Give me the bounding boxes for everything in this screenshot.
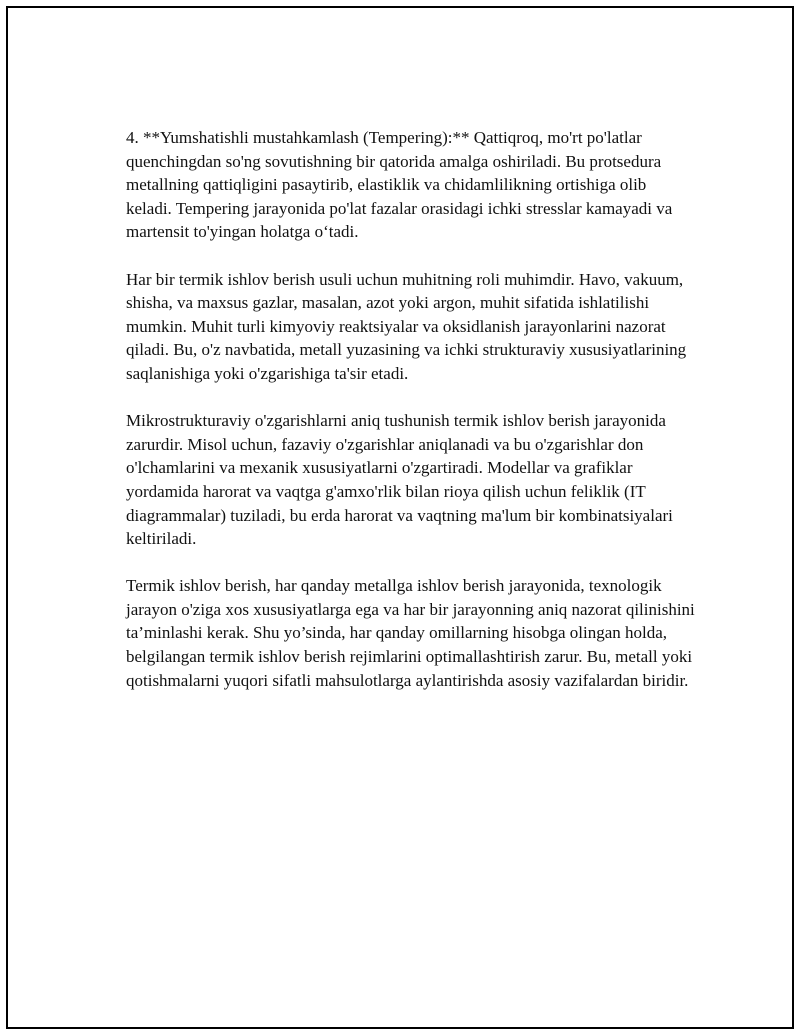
document-body	[126, 126, 696, 716]
paragraph-process-control: Termik ishlov berish, har qanday metallga ishlov berish jarayonida, texnologik jarayon o'ziga xos xususiyatlarga ega va har bir jarayonning aniq nazorat qilinishini ta’minlashi kerak. Shu yo’sinda, har qanday omillarning hisobga olingan holda, belgilangan termik ishlov berish rejimlarini optimallashtirish zarur. Bu, metall yoki qotishmalarni yuqori sifatli mahsulotlarga aylantirishda asosiy vazifalardan biridir.	[126, 576, 695, 690]
paragraph-tempering: 4. **Yumshatishli mustahkamlash (Tempering):** Qattiqroq, mo'rt po'latlar quenchingdan so'ng sovutishning bir qatorida amalga oshiriladi. Bu protsedura metallning qattiqligini pasaytirib, elastiklik va chidamlilikning ortishiga olib keladi. Tempering jarayonida po'lat fazalar orasidagi ichki stresslar kamayadi va martensit to'yingan holatga o‘tadi.	[126, 128, 673, 242]
paragraph-microstructure: Mikrostrukturaviy o'zgarishlarni aniq tushunish termik ishlov berish jarayonida zarurdir. Misol uchun, fazaviy o'zgarishlar aniqlanadi va bu o'zgarishlar don o'lchamlarini va mexanik xususiyatlarni o'zgartiradi. Modellar va grafiklar yordamida harorat va vaqtga g'amxo'rlik bilan rioya qilish uchun feliklik (IT diagrammalar) tuziladi, bu erda harorat va vaqtning ma'lum bir kombinatsiyalari keltiriladi.	[126, 411, 673, 549]
page-frame	[6, 6, 794, 1029]
paragraph-environment-role: Har bir termik ishlov berish usuli uchun muhitning roli muhimdir. Havo, vakuum, shisha, va maxsus gazlar, masalan, azot yoki argon, muhit sifatida ishlatilishi mumkin. Muhit turli kimyoviy reaktsiyalar va oksidlanish jarayonlarini nazorat qiladi. Bu, o'z navbatida, metall yuzasining va ichki strukturaviy xususiyatlarining saqlanishiga yoki o'zgarishiga ta'sir etadi.	[126, 269, 687, 383]
